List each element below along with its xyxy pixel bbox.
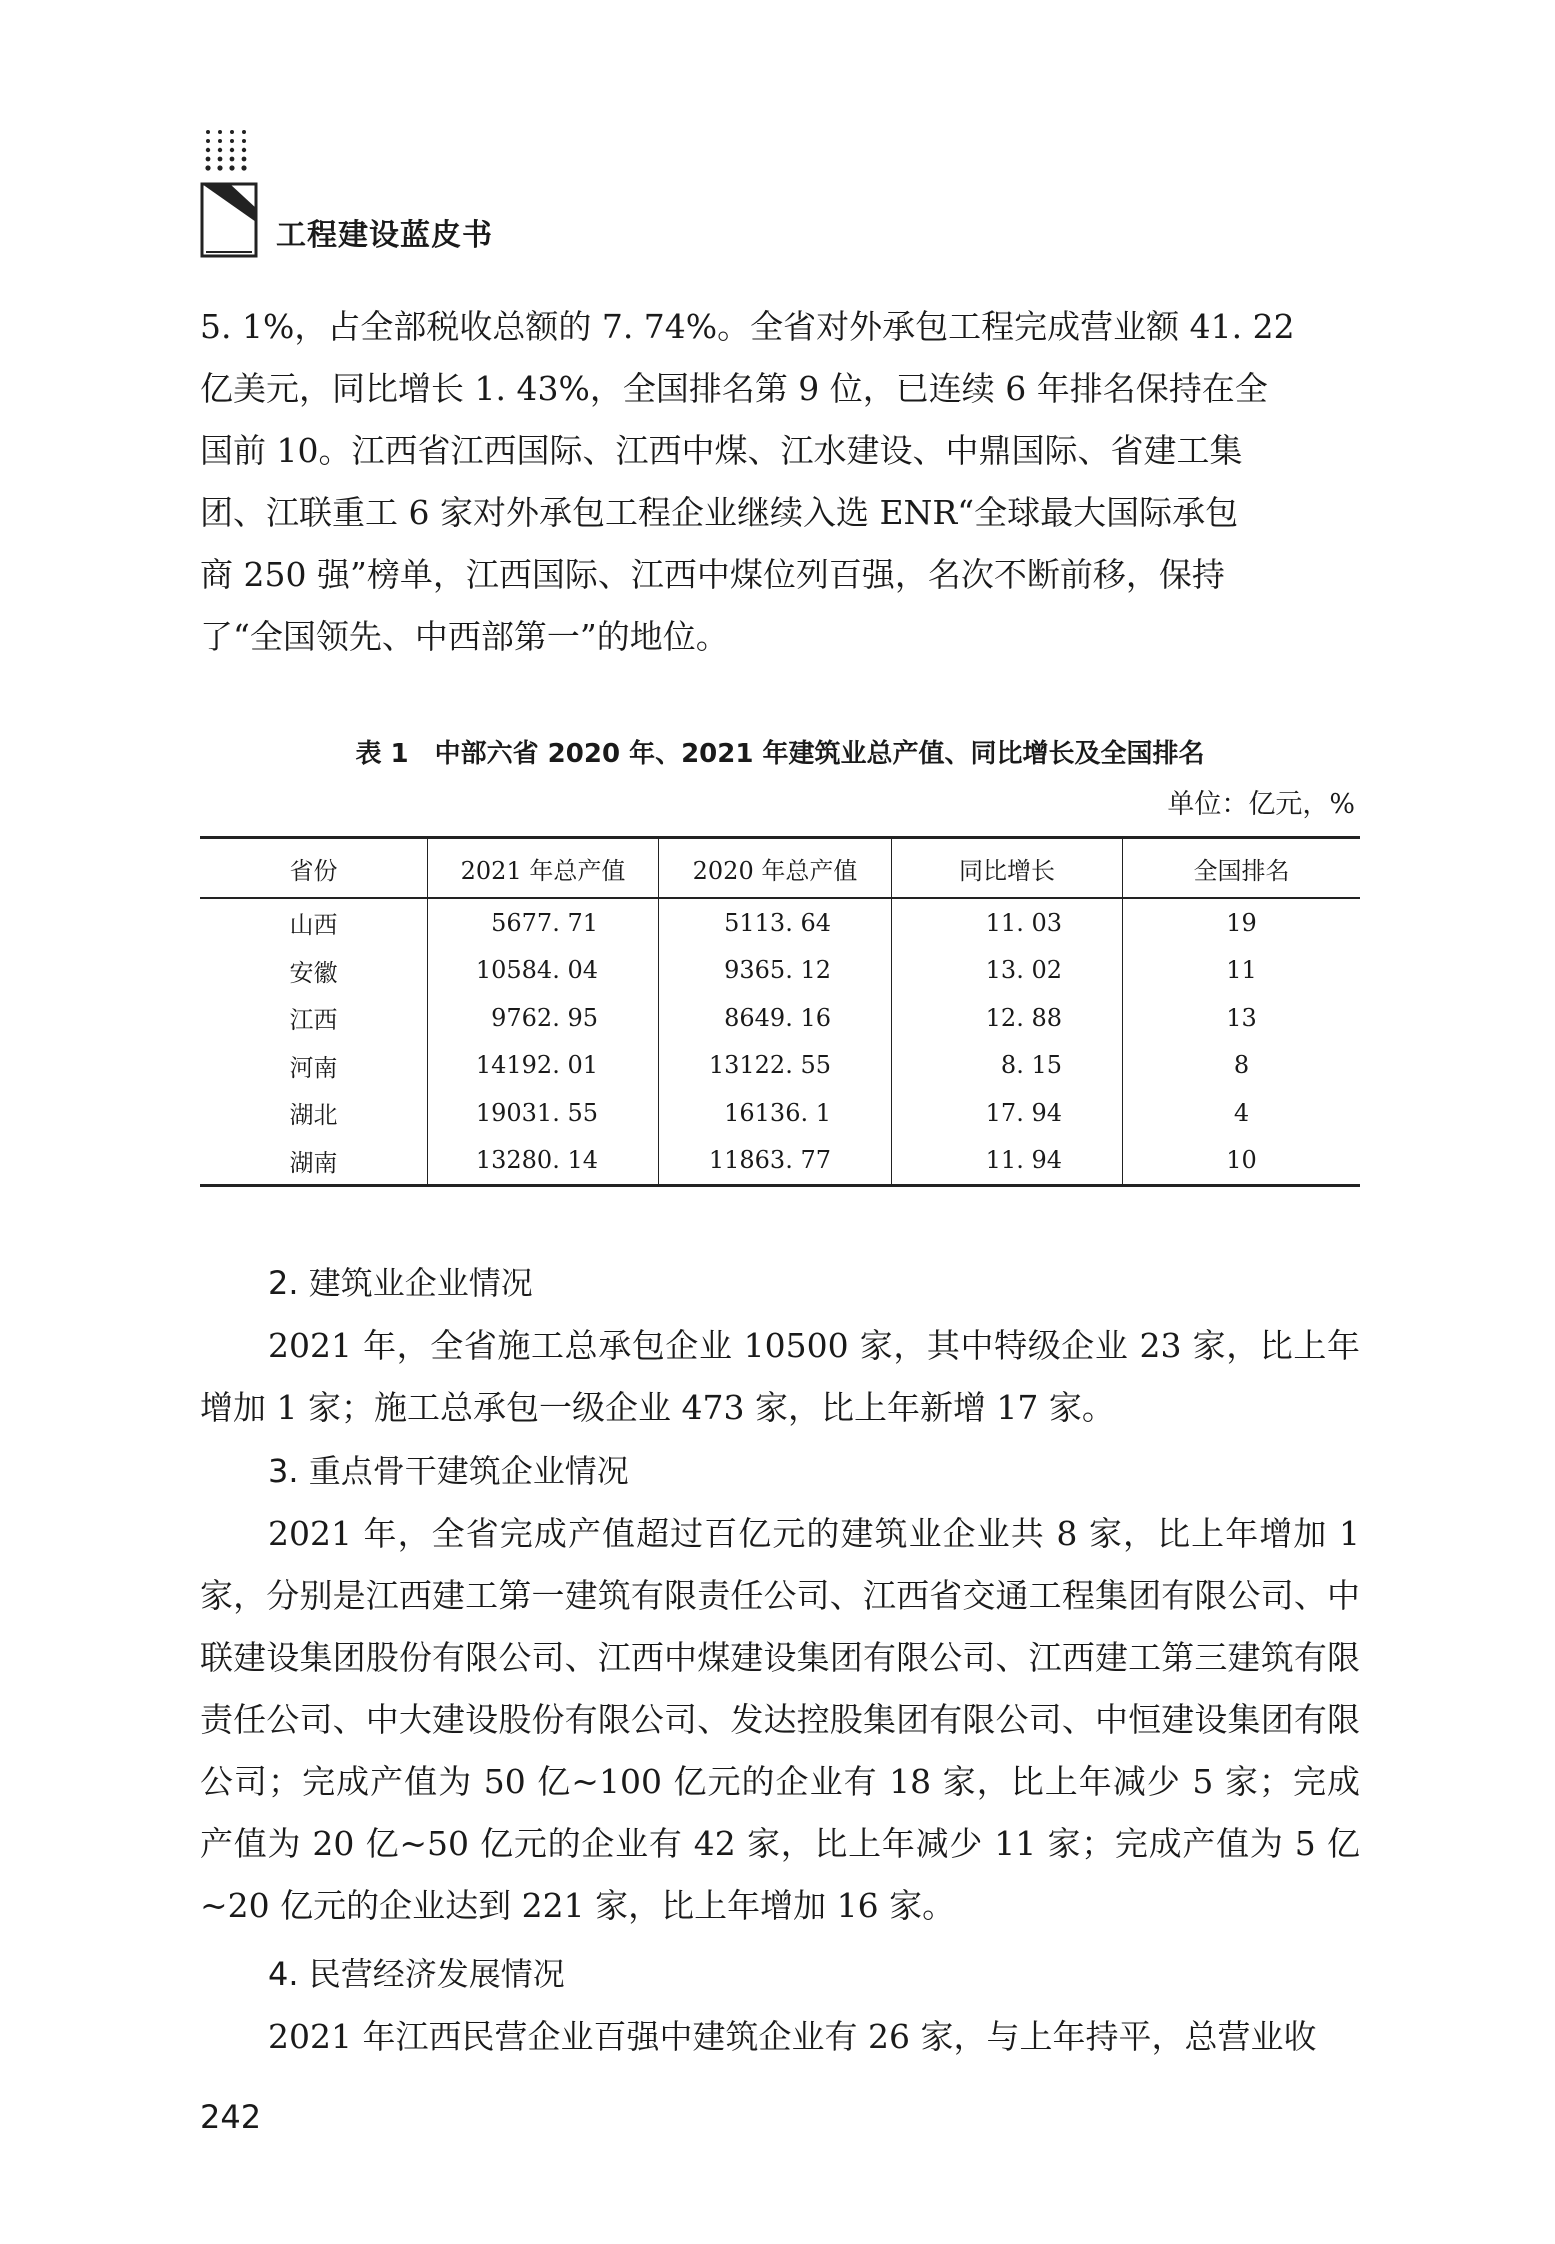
rank-cell: 13: [1123, 994, 1361, 1042]
column-header: 2020 年总产值: [659, 838, 892, 899]
province-cell: 湖南: [200, 1137, 428, 1186]
body-paragraph-top: [200, 296, 1360, 668]
section-heading-key-enterprises: 3. 重点骨干建筑企业情况: [268, 1452, 629, 1490]
text-line: 了“全国领先、中西部第一”的地位。: [200, 617, 729, 656]
column-header: 全国排名: [1123, 838, 1361, 899]
text-line: 亿美元，同比增长 1. 43%，全国排名第 9 位，已连续 6 年排名保持在全: [200, 369, 1268, 408]
page-header: [200, 128, 1360, 258]
growth-cell: 11. 94: [892, 1137, 1123, 1186]
value-2021-cell: 14192. 01: [428, 1042, 659, 1090]
province-cell: 山西: [289, 911, 338, 940]
section-heading-enterprises: 2. 建筑业企业情况: [268, 1264, 533, 1302]
column-header: 省份: [200, 838, 428, 899]
province-cell: 河南: [289, 1053, 338, 1082]
value-2021-cell: 5677. 71: [428, 898, 659, 947]
growth-cell: 8. 15: [892, 1042, 1123, 1090]
value-2020-cell: 11863. 77: [659, 1137, 892, 1186]
growth-cell: 12. 88: [892, 994, 1123, 1042]
rank-cell: 4: [1123, 1089, 1361, 1137]
text-line: 团、江联重工 6 家对外承包工程企业继续入选 ENR“全球最大国际承包: [200, 493, 1239, 532]
growth-cell: 17. 94: [892, 1089, 1123, 1137]
table-title: 表 1 中部六省 2020 年、2021 年建筑业总产值、同比增长及全国排名: [355, 739, 1205, 769]
column-header: 同比增长: [892, 838, 1123, 899]
table-row: [200, 947, 1360, 995]
value-2020-cell: 9365. 12: [659, 947, 892, 995]
value-2021-cell: 13280. 14: [428, 1137, 659, 1186]
blue-book-logo-icon: [200, 178, 262, 264]
growth-cell: 11. 03: [892, 898, 1123, 947]
section-text-key-enterprises: 2021 年，全省完成产值超过百亿元的建筑业企业共 8 家，比上年增加 1 家，分别是江西建工第一建筑有限责任公司、江西省交通工程集团有限公司、中联建设集团股份有限公司、江西中煤建设集团有限公司、江西建工第三建筑有限责任公司、中大建设股份有限公司、发达控股集团有限公司、中恒建设集团有限公司；完成产值为 50 亿~100 亿元的企业有 18 家，比上年减少 5 家；完成产值为 20 亿~50 亿元的企业有 42 家，比上年减少 11 家；完成产值为 5 亿~20 亿元的企业达到 221 家，比上年增加 16 家。: [200, 1514, 1360, 1925]
province-cell: 湖北: [289, 1101, 338, 1130]
value-2020-cell: 8649. 16: [659, 994, 892, 1042]
value-2021-cell: 10584. 04: [428, 947, 659, 995]
table-row: [200, 898, 1360, 947]
column-header: 2021 年总产值: [428, 838, 659, 899]
rank-cell: 19: [1123, 898, 1361, 947]
value-2020-cell: 5113. 64: [659, 898, 892, 947]
table-header-row: [200, 838, 1360, 899]
page-number: 242: [200, 2098, 262, 2136]
table-row: [200, 994, 1360, 1042]
table-row: [200, 1089, 1360, 1137]
section-text-enterprises: 2021 年，全省施工总承包企业 10500 家，其中特级企业 23 家，比上年增加 1 家；施工总承包一级企业 473 家，比上年新增 17 家。: [200, 1326, 1360, 1427]
province-cell: 安徽: [289, 958, 338, 987]
province-cell: 江西: [289, 1006, 338, 1035]
growth-cell: 13. 02: [892, 947, 1123, 995]
value-2021-cell: 9762. 95: [428, 994, 659, 1042]
text-line: 国前 10。江西省江西国际、江西中煤、江水建设、中鼎国际、省建工集: [200, 431, 1243, 470]
running-title: 工程建设蓝皮书: [276, 218, 493, 253]
section-text-private-economy: 2021 年江西民营企业百强中建筑企业有 26 家，与上年持平，总营业收: [268, 2017, 1317, 2056]
dot-grid-ornament-icon: [204, 128, 264, 178]
text-line: 5. 1%，占全部税收总额的 7. 74%。全省对外承包工程完成营业额 41. 22: [200, 307, 1295, 346]
value-2020-cell: 16136. 1: [659, 1089, 892, 1137]
value-2020-cell: 13122. 55: [659, 1042, 892, 1090]
rank-cell: 10: [1123, 1137, 1361, 1186]
section-heading-private-economy: 4. 民营经济发展情况: [268, 1955, 565, 1993]
value-2021-cell: 19031. 55: [428, 1089, 659, 1137]
data-table: [200, 836, 1360, 1187]
table-row: [200, 1137, 1360, 1186]
table-row: [200, 1042, 1360, 1090]
rank-cell: 11: [1123, 947, 1361, 995]
table-unit: 单位：亿元，%: [1167, 789, 1355, 820]
rank-cell: 8: [1123, 1042, 1361, 1090]
text-line: 商 250 强”榜单，江西国际、江西中煤位列百强，名次不断前移，保持: [200, 555, 1225, 594]
